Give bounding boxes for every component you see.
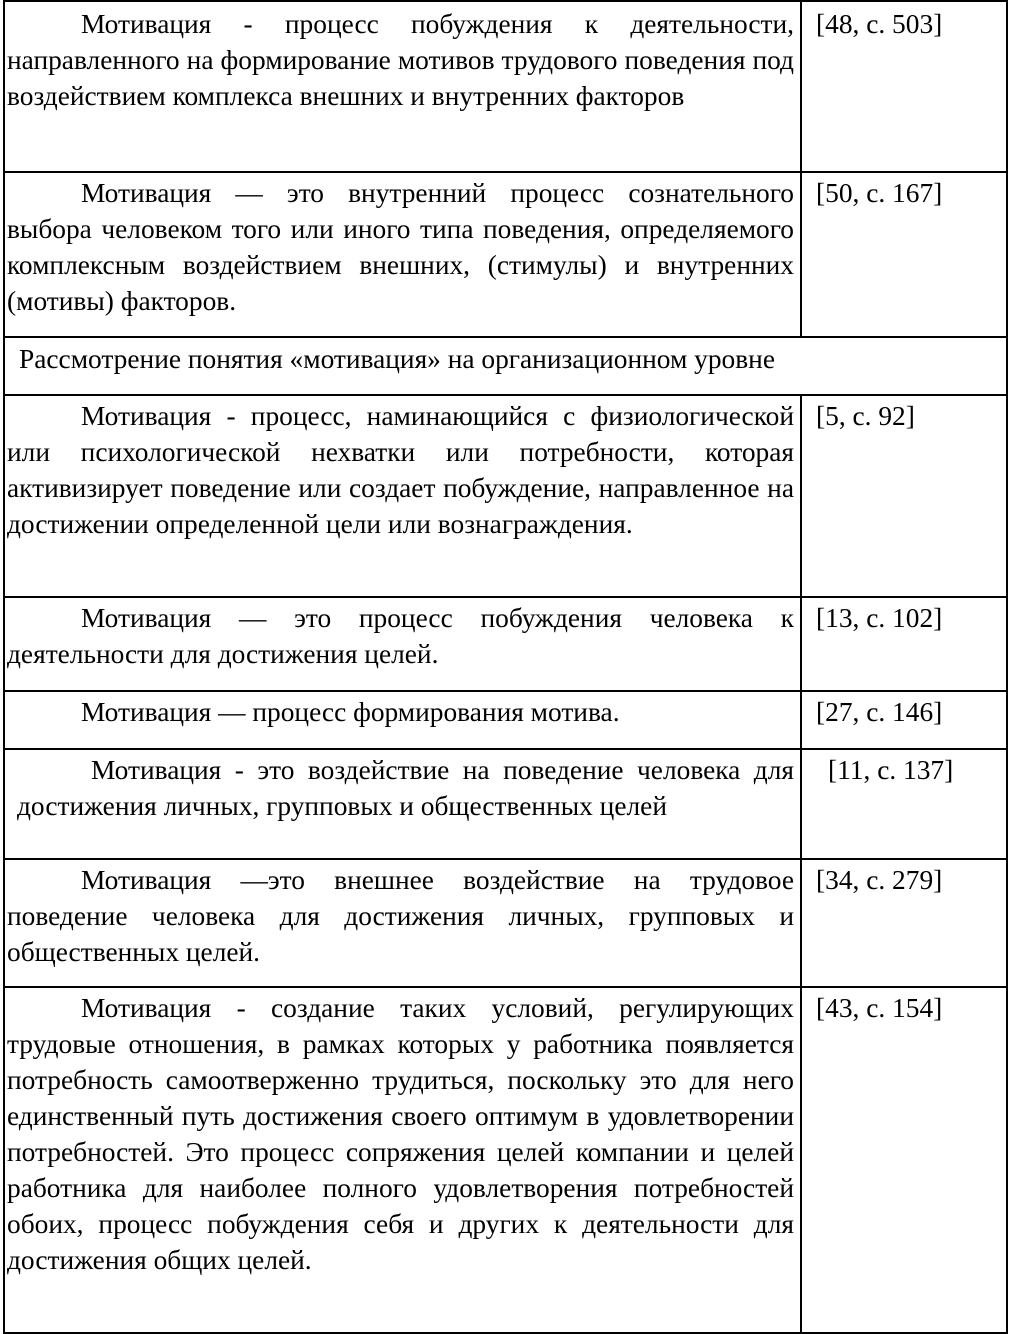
definition-text: Мотивация - процесс побуждения к деятельности, направленного на формирование мотивов трудового поведения под воздействием комплекса внешних и внутренних факторов [7, 9, 794, 111]
source-ref: [13, с. 102] [816, 603, 943, 633]
source-cell [802, 692, 1006, 748]
definitions-table [3, 0, 1008, 1334]
source-ref: [48, с. 503] [816, 9, 943, 39]
source-ref: [50, с. 167] [816, 178, 943, 208]
definition-cell [5, 396, 802, 596]
definition-cell [5, 173, 802, 336]
source-cell [802, 396, 1006, 596]
definition-text: Мотивация - процесс, наминающийся с физиологической или психологической нехватки или потребности, которая активизирует поведение или создает побуждение, направленное на достижении определенной цели или вознаграждения. [7, 401, 794, 539]
table-row [5, 986, 1006, 1332]
definition-text: Мотивация — это процесс побуждения человека к деятельности для достижения целей. [7, 603, 794, 669]
definition-text: Мотивация — процесс формирования мотива. [81, 697, 620, 727]
definition-cell [5, 692, 802, 748]
table-row [5, 0, 1006, 171]
source-ref: [43, с. 154] [816, 993, 943, 1023]
definition-cell [5, 598, 802, 690]
table-row [5, 690, 1006, 748]
source-cell [802, 2, 1006, 171]
source-ref: [5, с. 92] [816, 401, 915, 431]
table-row [5, 596, 1006, 690]
source-ref: [27, с. 146] [816, 697, 943, 727]
source-ref: [34, с. 279] [816, 865, 943, 895]
source-cell [802, 173, 1006, 336]
definition-text: Мотивация — это внутренний процесс сознательного выбора человеком того или иного типа поведения, определяемого комплексным воздействием внешних, (стимулы) и внутренних (мотивы) факторов. [7, 178, 794, 316]
table-row [5, 394, 1006, 596]
definition-text: Мотивация - это воздействие на поведение человека для достижения личных, групповых и общественных целей [17, 755, 794, 821]
definition-text: Мотивация - создание таких условий, регулирующих трудовые отношения, в рамках которых у работника появляется потребность самоотверженно трудиться, поскольку это для него единственный путь достижения своего оптимум в удовлетворении потребностей. Это процесс сопряжения целей компании и целей работника для наиболее полного удовлетворения потребностей обоих, процесс побуждения себя и других к деятельности для достижения общих целей. [7, 993, 794, 1275]
source-cell [802, 598, 1006, 690]
table-row [5, 748, 1006, 858]
definition-cell [5, 860, 802, 986]
source-ref: [11, с. 137] [828, 755, 954, 785]
definition-text: Мотивация —это внешнее воздействие на трудовое поведение человека для достижения личных, групповых и общественных целей. [7, 865, 794, 967]
definition-cell [5, 750, 802, 858]
section-heading-row [5, 336, 1006, 394]
table-row [5, 858, 1006, 986]
source-cell [802, 750, 1006, 858]
source-cell [802, 860, 1006, 986]
definition-cell [5, 988, 802, 1332]
section-heading: Рассмотрение понятия «мотивация» на организационном уровне [19, 344, 775, 374]
definition-cell [5, 2, 802, 171]
table-row [5, 171, 1006, 336]
source-cell [802, 988, 1006, 1332]
